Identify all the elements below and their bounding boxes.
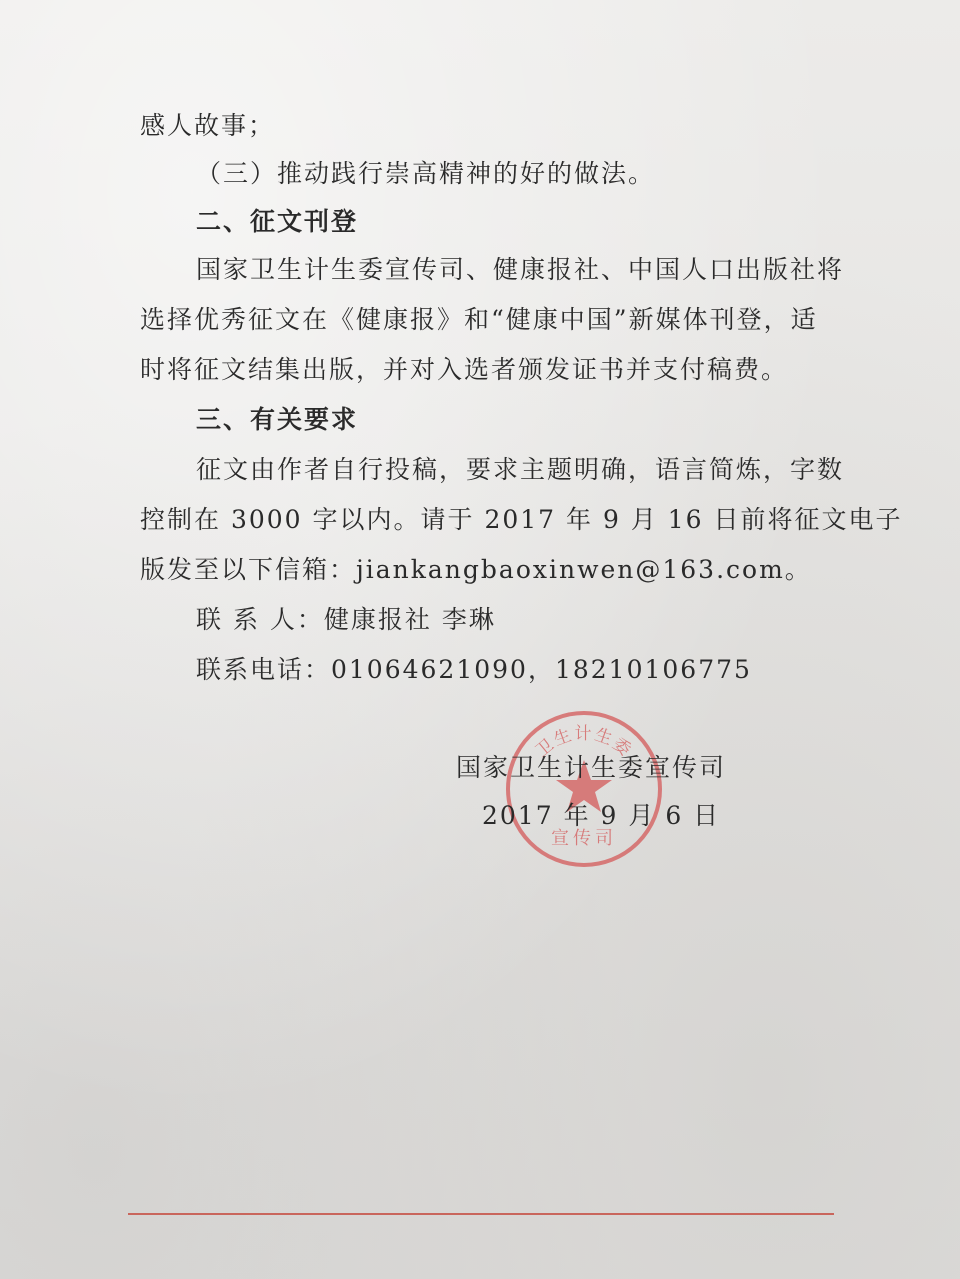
- body-line-2: （三）推动践行崇高精神的好的做法。: [196, 159, 656, 188]
- official-seal: [503, 708, 665, 870]
- body-line-1: 感人故事；: [140, 111, 276, 140]
- body-line-4: 选择优秀征文在《健康报》和“健康中国”新媒体刊登，适: [140, 305, 818, 334]
- body-line-8: 版发至以下信箱：jiankangbaoxinwen@163.com。: [140, 555, 812, 584]
- footer-divider: [128, 1213, 834, 1215]
- body-line-5: 时将征文结集出版，并对入选者颁发证书并支付稿费。: [140, 355, 789, 384]
- section-heading-2: 二、征文刊登: [196, 207, 359, 236]
- body-line-7: 控制在 3000 字以内。请于 2017 年 9 月 16 日前将征文电子: [140, 505, 903, 534]
- section-heading-3: 三、有关要求: [196, 405, 359, 434]
- seal-top-text: 卫生计生委: [532, 724, 636, 761]
- signature-organization: 国家卫生计生委宣传司: [456, 753, 727, 782]
- body-line-6: 征文由作者自行投稿，要求主题明确，语言简炼，字数: [196, 455, 845, 484]
- contact-phone: 联系电话：01064621090，18210106775: [196, 655, 752, 684]
- seal-bottom-text: 宣传司: [551, 828, 617, 848]
- body-line-3: 国家卫生计生委宣传司、健康报社、中国人口出版社将: [196, 255, 845, 284]
- contact-person: 联 系 人：健康报社 李琳: [196, 605, 496, 634]
- signature-date: 2017 年 9 月 6 日: [482, 801, 721, 830]
